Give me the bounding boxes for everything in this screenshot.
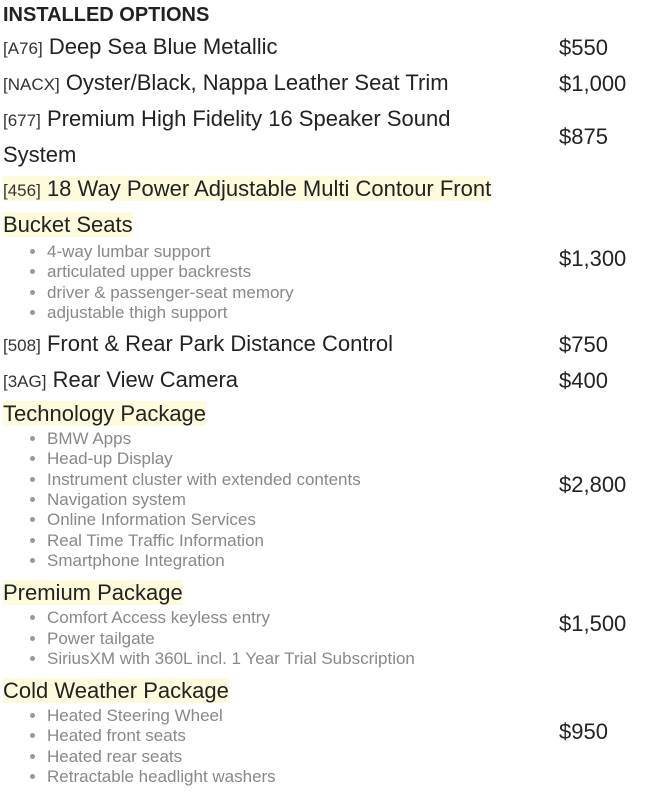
- option-price: $875: [559, 124, 608, 149]
- list-item: • adjustable thigh support: [47, 303, 559, 323]
- list-item: • Online Information Services: [47, 510, 559, 530]
- option-price: $1,300: [559, 245, 627, 271]
- list-item: • Heated Steering Wheel: [47, 706, 559, 726]
- feature-list: [3, 706, 559, 787]
- package-name: Cold Weather Package: [3, 678, 229, 704]
- list-item: • Comfort Access keyless entry: [47, 608, 559, 628]
- option-code: [677]: [3, 111, 41, 130]
- option-name: Rear View Camera: [52, 367, 239, 393]
- list-item: • Smartphone Integration: [47, 551, 559, 571]
- option-code: [NACX]: [3, 75, 60, 94]
- list-item: • Real Time Traffic Information: [47, 531, 559, 551]
- list-item: • Navigation system: [47, 490, 559, 510]
- package-name: Technology Package: [3, 401, 207, 427]
- list-item: • BMW Apps: [47, 429, 559, 449]
- package-row: [3, 676, 653, 787]
- list-item: • Power tailgate: [47, 629, 559, 649]
- list-item: • Heated rear seats: [47, 747, 559, 767]
- list-item: • Heated front seats: [47, 726, 559, 746]
- package-price: $2,800: [559, 472, 627, 498]
- option-code: [3AG]: [3, 372, 47, 392]
- option-name: Premium High Fidelity 16 Speaker Sound System: [3, 106, 451, 167]
- package-price: $1,500: [559, 610, 627, 636]
- package-row: [3, 399, 653, 571]
- list-item: • Head-up Display: [47, 449, 559, 469]
- option-code: [A76]: [3, 39, 43, 58]
- list-item: • 4-way lumbar support: [47, 242, 559, 262]
- installed-options-section: [3, 0, 653, 787]
- package-row: [3, 578, 653, 669]
- option-row: [3, 66, 653, 102]
- option-name: Deep Sea Blue Metallic: [48, 34, 278, 59]
- feature-list: [3, 242, 559, 323]
- option-code: [508]: [3, 336, 41, 356]
- option-price: $400: [559, 368, 608, 394]
- option-row: [3, 102, 653, 172]
- package-price: $950: [559, 718, 608, 744]
- feature-list: [3, 608, 559, 669]
- option-price: $750: [559, 332, 608, 358]
- option-name: Front & Rear Park Distance Control: [46, 331, 393, 357]
- option-row: [3, 172, 653, 323]
- list-item: • SiriusXM with 360L incl. 1 Year Trial Subscription: [47, 649, 559, 669]
- option-title-highlight: [3, 176, 491, 237]
- option-row: [3, 30, 653, 66]
- option-name: Oyster/Black, Nappa Leather Seat Trim: [65, 70, 449, 95]
- option-price: $550: [559, 35, 608, 60]
- option-name: 18 Way Power Adjustable Multi Contour Front Bucket Seats: [3, 176, 492, 237]
- feature-list: [3, 429, 559, 571]
- list-item: • Instrument cluster with extended contents: [47, 470, 559, 490]
- section-heading: INSTALLED OPTIONS: [3, 4, 210, 26]
- option-row: [3, 327, 653, 363]
- list-item: • driver & passenger-seat memory: [47, 283, 559, 303]
- option-price: $1,000: [559, 71, 627, 96]
- list-item: • Retractable headlight washers: [47, 767, 559, 787]
- package-name: Premium Package: [3, 580, 183, 606]
- list-item: • articulated upper backrests: [47, 262, 559, 282]
- option-code: [456]: [3, 181, 41, 200]
- option-row: [3, 363, 653, 399]
